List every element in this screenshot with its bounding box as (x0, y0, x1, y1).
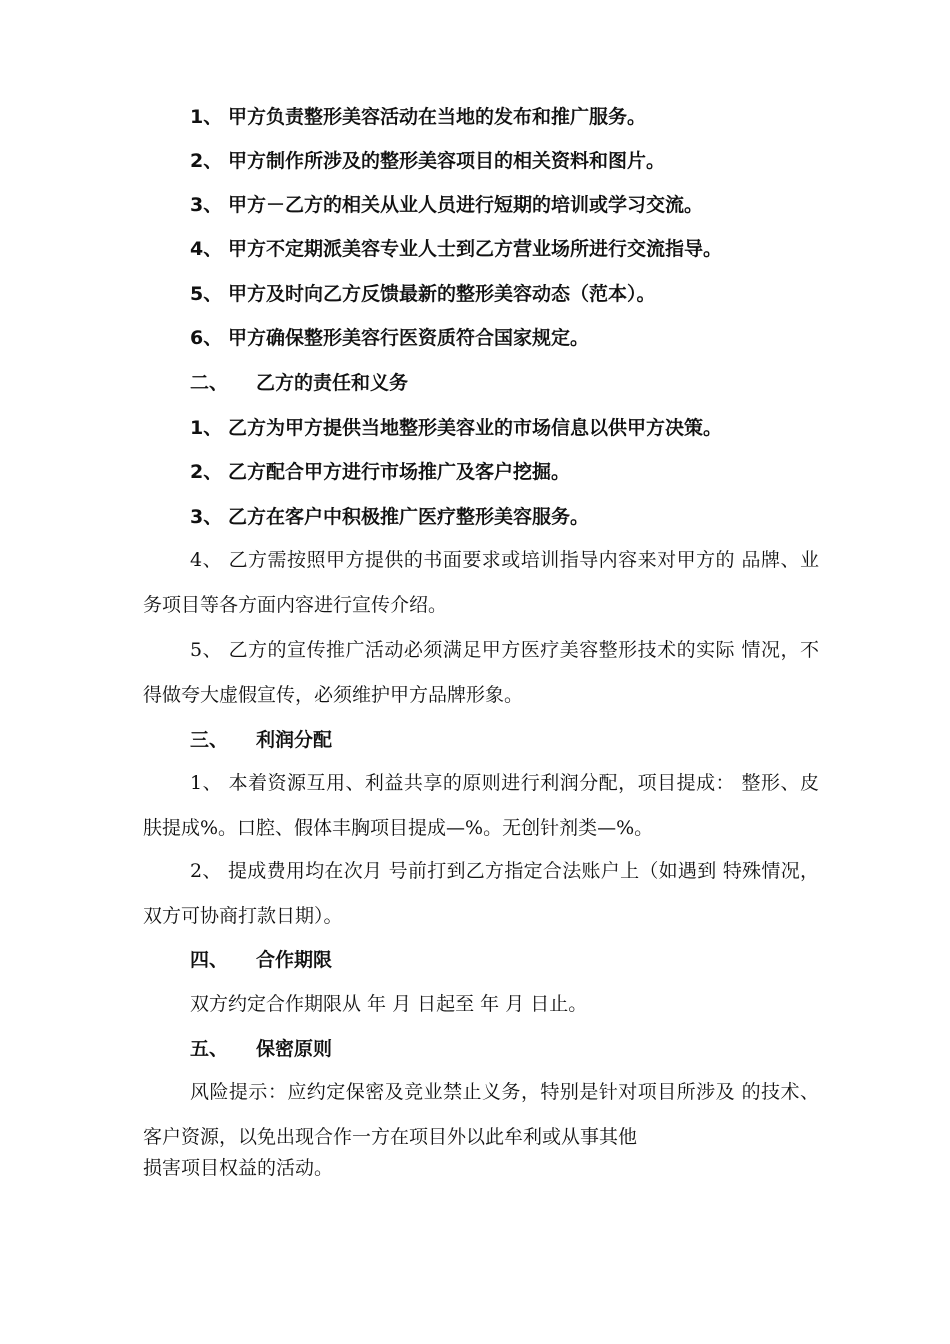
partyA-item-3 (190, 193, 703, 217)
item-text: 甲方负责整形美容活动在当地的发布和推广服务。 (228, 106, 647, 128)
item-number: 5、 (190, 283, 223, 305)
section-heading-2 (190, 371, 408, 395)
item-number: 6、 (190, 327, 223, 349)
item-text: 乙方为甲方提供当地整形美容业的市场信息以供甲方决策。 (228, 417, 723, 439)
item-text: 甲方制作所涉及的整形美容项目的相关资料和图片。 (228, 150, 666, 172)
item-text: 乙方在客户中积极推广医疗整形美容服务。 (228, 506, 590, 528)
partyB-item-3 (190, 505, 589, 529)
term-text: 双方约定合作期限从 年 月 日起至 年 月 日止。 (190, 993, 588, 1015)
partyA-item-1 (190, 105, 646, 129)
partyA-item-4 (190, 237, 722, 261)
item-text: 乙方配合甲方进行市场推广及客户挖掘。 (228, 461, 571, 483)
item-number: 3、 (190, 506, 223, 528)
section-title: 保密原则 (256, 1038, 333, 1060)
partyB-paragraph-5: 5、 乙方的宣传推广活动必须满足甲方医疗美容整形技术的实际 情况，不得做夸大虚假宣传，必须维护甲方品牌形象。 (143, 639, 819, 706)
item-number: 3、 (190, 194, 223, 216)
item-number: 1、 (190, 417, 223, 439)
item-number: 1、 (190, 106, 223, 128)
partyA-item-5 (190, 282, 656, 306)
section-title: 合作期限 (256, 949, 333, 971)
risk-paragraph-last-line: 损害项目权益的活动。 (143, 1157, 334, 1179)
item-number: 4、 (190, 238, 223, 260)
risk-paragraph: 风险提示：应约定保密及竞业禁止义务，特别是针对项目所涉及 的技术、客户资源，以免出现合作一方在项目外以此牟利或从事其他 (143, 1081, 819, 1148)
partyB-item-2 (190, 460, 570, 484)
section-number: 二、 (190, 372, 229, 394)
item-number: 2、 (190, 150, 223, 172)
item-text: 甲方确保整形美容行医资质符合国家规定。 (228, 327, 590, 349)
section-title: 乙方的责任和义务 (256, 372, 409, 394)
item-text: 甲方及时向乙方反馈最新的整形美容动态（范本）。 (228, 283, 656, 305)
section-heading-5 (190, 1037, 332, 1061)
section-title: 利润分配 (256, 729, 333, 751)
partyA-item-2 (190, 149, 665, 173)
section-number: 三、 (190, 729, 229, 751)
item-text: 甲方不定期派美容专业人士到乙方营业场所进行交流指导。 (228, 238, 723, 260)
section-heading-4 (190, 948, 332, 972)
item-number: 2、 (190, 461, 223, 483)
section-number: 四、 (190, 949, 229, 971)
partyB-paragraph-4: 4、 乙方需按照甲方提供的书面要求或培训指导内容来对甲方的 品牌、业务项目等各方面内容进行宣传介绍。 (143, 549, 819, 616)
profit-paragraph-1: 1、 本着资源互用、利益共享的原则进行利润分配，项目提成： 整形、皮肤提成%。口腔、假体丰胸项目提成—%。无创针剂类—%。 (143, 772, 819, 839)
profit-paragraph-2: 2、 提成费用均在次月 号前打到乙方指定合法账户上（如遇到 特殊情况，双方可协商打款日期）。 (143, 860, 819, 927)
item-text: 甲方－乙方的相关从业人员进行短期的培训或学习交流。 (228, 194, 704, 216)
partyA-item-6 (190, 326, 589, 350)
partyB-item-1 (190, 416, 722, 440)
section-heading-3 (190, 728, 332, 752)
section-number: 五、 (190, 1038, 229, 1060)
